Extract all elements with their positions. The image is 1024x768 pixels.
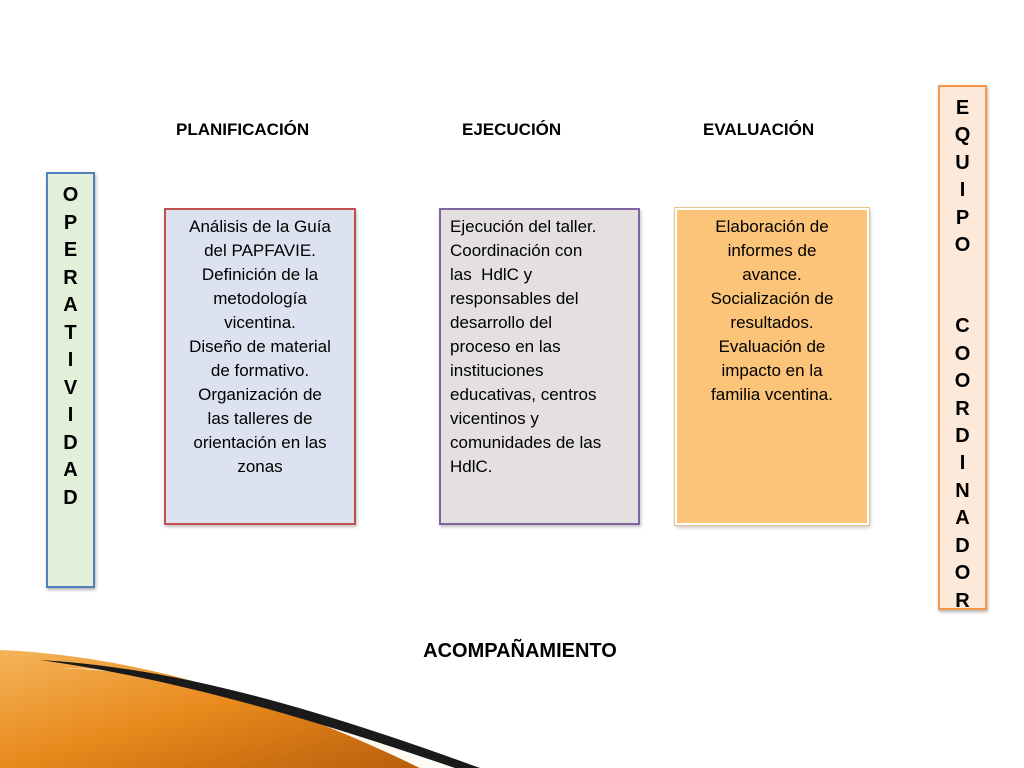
evaluacion-line: Socialización de	[710, 289, 834, 308]
operatividad-vertical-box	[46, 172, 95, 588]
phase-header-ejecucion: EJECUCIÓN	[462, 120, 562, 139]
phase-header-evaluacion: EVALUACIÓN	[703, 120, 815, 139]
ejecucion-line: HdlC.	[450, 457, 493, 476]
evaluacion-line: familia vcentina.	[711, 385, 833, 404]
operatividad-letter: I	[67, 349, 74, 371]
evaluacion-box	[675, 208, 869, 525]
evaluacion-line: impacto en la	[721, 361, 823, 380]
coordinador-letter: O	[954, 562, 971, 585]
coordinador-letter: I	[959, 452, 966, 475]
ejecucion-line: instituciones	[450, 361, 544, 380]
planificacion-line: vicentina.	[224, 313, 296, 332]
operatividad-letter: A	[63, 459, 78, 481]
operatividad-letter: R	[63, 266, 78, 289]
coordinador-letter: C	[955, 315, 970, 338]
ejecucion-line: responsables del	[450, 289, 579, 308]
operatividad-letter: D	[63, 431, 78, 454]
evaluacion-line: resultados.	[730, 313, 814, 332]
coordinador-letter: R	[955, 397, 970, 420]
ejecucion-line: comunidades de las	[450, 433, 602, 452]
equipo-letter: U	[955, 151, 970, 174]
evaluacion-line: Evaluación de	[718, 337, 826, 356]
ejecucion-line: educativas, centros	[450, 385, 597, 404]
coordinador-letter: D	[955, 425, 970, 448]
planificacion-line: Diseño de material	[189, 337, 331, 356]
equipo-letter: O	[954, 234, 971, 257]
operatividad-letter: D	[63, 486, 78, 509]
planificacion-line: Definición de la	[201, 265, 319, 284]
ejecucion-line: Coordinación con	[450, 241, 583, 260]
operatividad-letter: T	[64, 321, 77, 344]
equipo-letter: E	[955, 97, 970, 119]
ejecucion-line: vicentinos y	[450, 409, 539, 428]
coordinador-letter: N	[955, 479, 970, 502]
equipo-letter: Q	[954, 124, 971, 147]
planificacion-line: las talleres de	[207, 409, 313, 428]
planificacion-line: del PAPFAVIE.	[204, 241, 316, 260]
equipo-coordinador-vertical-box	[938, 85, 987, 610]
planificacion-box	[164, 208, 356, 525]
coordinador-letter: R	[955, 589, 970, 612]
operatividad-letter: P	[63, 211, 78, 234]
operatividad-letter: I	[67, 404, 74, 426]
evaluacion-line: Elaboración de	[715, 217, 829, 236]
operatividad-letter: O	[62, 184, 79, 206]
operatividad-letter: V	[63, 376, 78, 399]
coordinador-letter: O	[954, 342, 971, 365]
ejecucion-box	[439, 208, 640, 525]
planificacion-line: metodología	[213, 289, 307, 308]
planificacion-line: zonas	[237, 457, 283, 476]
equipo-letter: P	[955, 206, 970, 229]
swoosh-orange	[0, 650, 420, 768]
ejecucion-line: las HdlC y	[450, 265, 533, 284]
planificacion-line: de formativo.	[210, 361, 310, 380]
operatividad-letter: E	[63, 239, 78, 261]
evaluacion-line: avance.	[742, 265, 802, 284]
operatividad-letter: A	[63, 294, 78, 316]
planificacion-line: Análisis de la Guía	[189, 217, 331, 236]
vertical-spacer	[940, 259, 985, 313]
planificacion-line: Organización de	[198, 385, 322, 404]
ejecucion-line: desarrollo del	[450, 313, 553, 332]
coordinador-letter: O	[954, 370, 971, 393]
equipo-letter: I	[959, 179, 966, 202]
acompanamiento-label: ACOMPAÑAMIENTO	[423, 640, 617, 662]
coordinador-letter: A	[955, 507, 970, 530]
phase-header-planificacion: PLANIFICACIÓN	[176, 120, 310, 139]
planificacion-line: orientación en las	[193, 433, 327, 452]
ejecucion-line: proceso en las	[450, 337, 561, 356]
evaluacion-line: informes de	[727, 241, 817, 260]
coordinador-letter: D	[955, 534, 970, 557]
ejecucion-line: Ejecución del taller.	[450, 217, 597, 236]
